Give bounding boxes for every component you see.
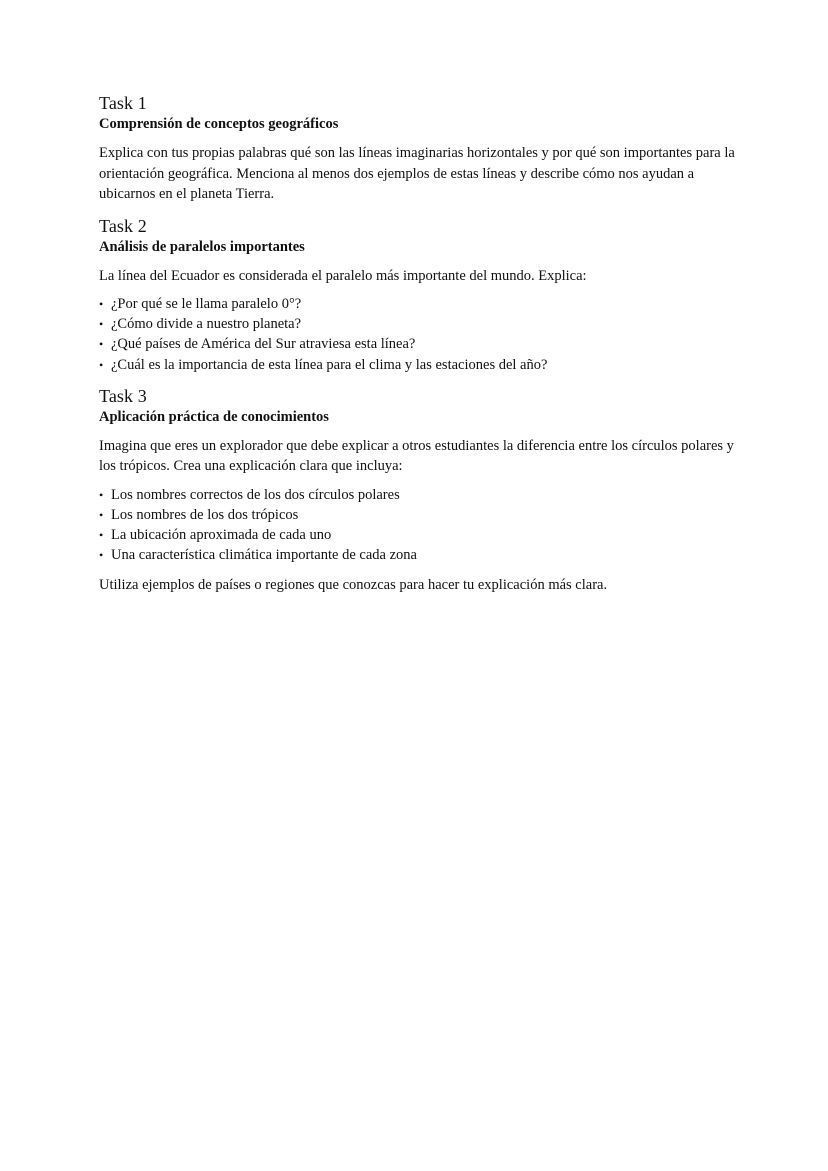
bullet-icon: • [99, 487, 104, 502]
list-item [99, 485, 739, 505]
task-2-bullet-list [99, 294, 739, 375]
list-item-text: La ubicación aproximada de cada uno [111, 527, 332, 544]
list-item-text: ¿Qué países de América del Sur atraviesa esta línea? [111, 336, 416, 353]
list-item [99, 294, 739, 314]
task-1-section [99, 92, 739, 205]
task-2-section [99, 215, 739, 375]
list-item-text: ¿Cuál es la importancia de esta línea para el clima y las estaciones del año? [111, 356, 548, 373]
bullet-icon: • [99, 528, 104, 543]
bullet-icon: • [99, 508, 104, 523]
task-2-title: Task 2 [99, 215, 147, 236]
list-item-text: Los nombres de los dos trópicos [111, 507, 299, 524]
task-1-paragraph: Explica con tus propias palabras qué son las líneas imaginarias horizontales y por qué son importantes para la orientación geográfica. Menciona al menos dos ejemplos de estas líneas y describe cómo nos ayudan a ubicarnos en el planeta Tierra. [99, 145, 735, 202]
task-2-intro: La línea del Ecuador es considerada el paralelo más importante del mundo. Explica: [99, 267, 587, 284]
list-item-text: ¿Cómo divide a nuestro planeta? [111, 316, 302, 333]
document-page [99, 92, 739, 595]
list-item [99, 505, 739, 525]
task-3-subtitle: Aplicación práctica de conocimientos [99, 408, 329, 425]
task-2-subtitle: Análisis de paralelos importantes [99, 238, 305, 255]
list-item [99, 314, 739, 334]
list-item [99, 545, 739, 565]
list-item-text: ¿Por qué se le llama paralelo 0°? [111, 296, 302, 312]
list-item [99, 525, 739, 545]
bullet-icon: • [99, 357, 104, 372]
bullet-icon: • [99, 548, 104, 563]
list-item [99, 334, 739, 354]
task-3-title: Task 3 [99, 385, 147, 406]
task-1-subtitle: Comprensión de conceptos geográficos [99, 116, 339, 132]
task-3-outro: Utiliza ejemplos de países o regiones que conozcas para hacer tu explicación más clara. [99, 576, 608, 593]
task-3-section [99, 385, 739, 595]
task-1-title: Task 1 [99, 93, 147, 113]
bullet-icon: • [99, 297, 104, 311]
task-3-bullet-list [99, 485, 739, 566]
bullet-icon: • [99, 317, 104, 332]
task-3-intro: Imagina que eres un explorador que debe explicar a otros estudiantes la diferencia entre los círculos polares y los trópicos. Crea una explicación clara que incluya: [99, 437, 734, 475]
bullet-icon: • [99, 337, 104, 352]
list-item-text: Una característica climática importante de cada zona [111, 547, 417, 564]
list-item [99, 355, 739, 375]
list-item-text: Los nombres correctos de los dos círculos polares [111, 486, 400, 503]
